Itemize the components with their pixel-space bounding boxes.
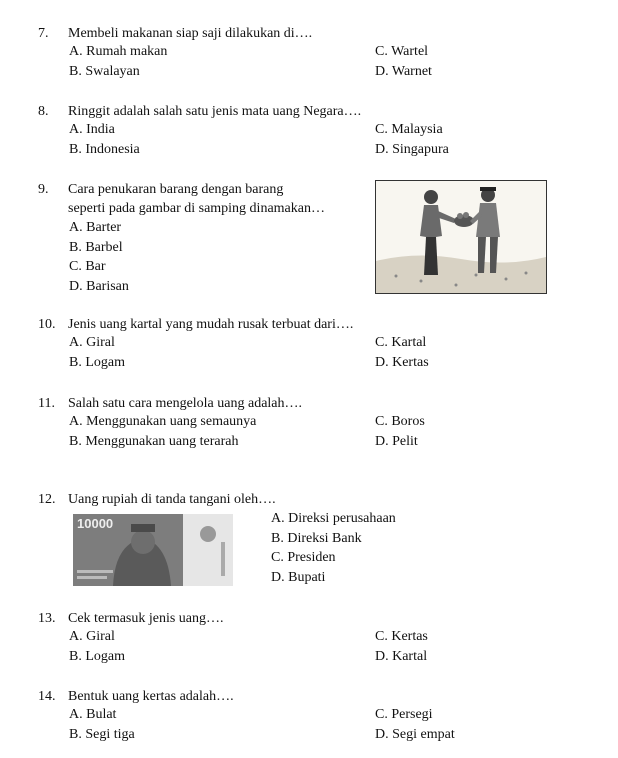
option-a[interactable]: A. Giral — [69, 335, 115, 350]
question-number: 8. — [38, 104, 49, 119]
question-text: Salah satu cara mengelola uang adalah…. — [68, 396, 303, 411]
option-b[interactable]: B. Logam — [69, 649, 125, 664]
option-d[interactable]: D. Barisan — [69, 279, 129, 294]
option-c[interactable]: C. Wartel — [375, 44, 429, 59]
question-number: 9. — [38, 182, 49, 197]
option-b[interactable]: B. Segi tiga — [69, 727, 135, 742]
option-c[interactable]: C. Boros — [375, 414, 425, 429]
option-c[interactable]: C. Malaysia — [375, 122, 443, 137]
option-d[interactable]: D. Kartal — [375, 649, 428, 664]
question-text: Cek termasuk jenis uang…. — [68, 611, 224, 626]
option-c[interactable]: C. Persegi — [375, 707, 433, 722]
option-a[interactable]: A. Menggunakan uang semaunya — [69, 414, 257, 429]
question-text: Uang rupiah di tanda tangani oleh…. — [68, 492, 276, 507]
option-c[interactable]: C. Presiden — [271, 550, 336, 565]
question-number: 11. — [38, 396, 55, 411]
option-a[interactable]: A. India — [69, 122, 115, 137]
option-a[interactable]: A. Bulat — [69, 707, 117, 722]
option-d[interactable]: D. Kertas — [375, 355, 429, 370]
option-a[interactable]: A. Rumah makan — [69, 44, 168, 59]
question-number: 13. — [38, 611, 56, 626]
question-text-line-2: seperti pada gambar di samping dinamakan… — [68, 201, 325, 216]
option-c[interactable]: C. Kertas — [375, 629, 428, 644]
question-number: 7. — [38, 26, 49, 41]
question-text-line-1: Cara penukaran barang dengan barang — [68, 182, 284, 197]
option-d[interactable]: D. Bupati — [271, 570, 326, 585]
option-a[interactable]: A. Giral — [69, 629, 115, 644]
option-b[interactable]: B. Barbel — [69, 240, 123, 255]
option-b[interactable]: B. Indonesia — [69, 142, 140, 157]
option-c[interactable]: C. Kartal — [375, 335, 427, 350]
option-b[interactable]: B. Menggunakan uang terarah — [69, 434, 239, 449]
question-number: 12. — [38, 492, 56, 507]
option-d[interactable]: D. Segi empat — [375, 727, 455, 742]
option-d[interactable]: D. Warnet — [375, 64, 432, 79]
option-a[interactable]: A. Barter — [69, 220, 122, 235]
option-b[interactable]: B. Logam — [69, 355, 125, 370]
banknote-image — [73, 514, 233, 586]
option-b[interactable]: B. Direksi Bank — [271, 531, 362, 546]
option-a[interactable]: A. Direksi perusahaan — [271, 511, 396, 526]
question-text: Ringgit adalah salah satu jenis mata uang Negara…. — [68, 104, 362, 119]
question-text: Membeli makanan siap saji dilakukan di…. — [68, 26, 313, 41]
banknote-value: 10000 — [77, 516, 114, 531]
question-text: Jenis uang kartal yang mudah rusak terbuat dari…. — [68, 317, 354, 332]
option-d[interactable]: D. Pelit — [375, 434, 418, 449]
option-d[interactable]: D. Singapura — [375, 142, 449, 157]
question-text: Bentuk uang kertas adalah…. — [68, 689, 234, 704]
barter-illustration — [375, 180, 547, 294]
option-b[interactable]: B. Swalayan — [69, 64, 140, 79]
question-number: 10. — [38, 317, 56, 332]
question-number: 14. — [38, 689, 56, 704]
option-c[interactable]: C. Bar — [69, 259, 106, 274]
